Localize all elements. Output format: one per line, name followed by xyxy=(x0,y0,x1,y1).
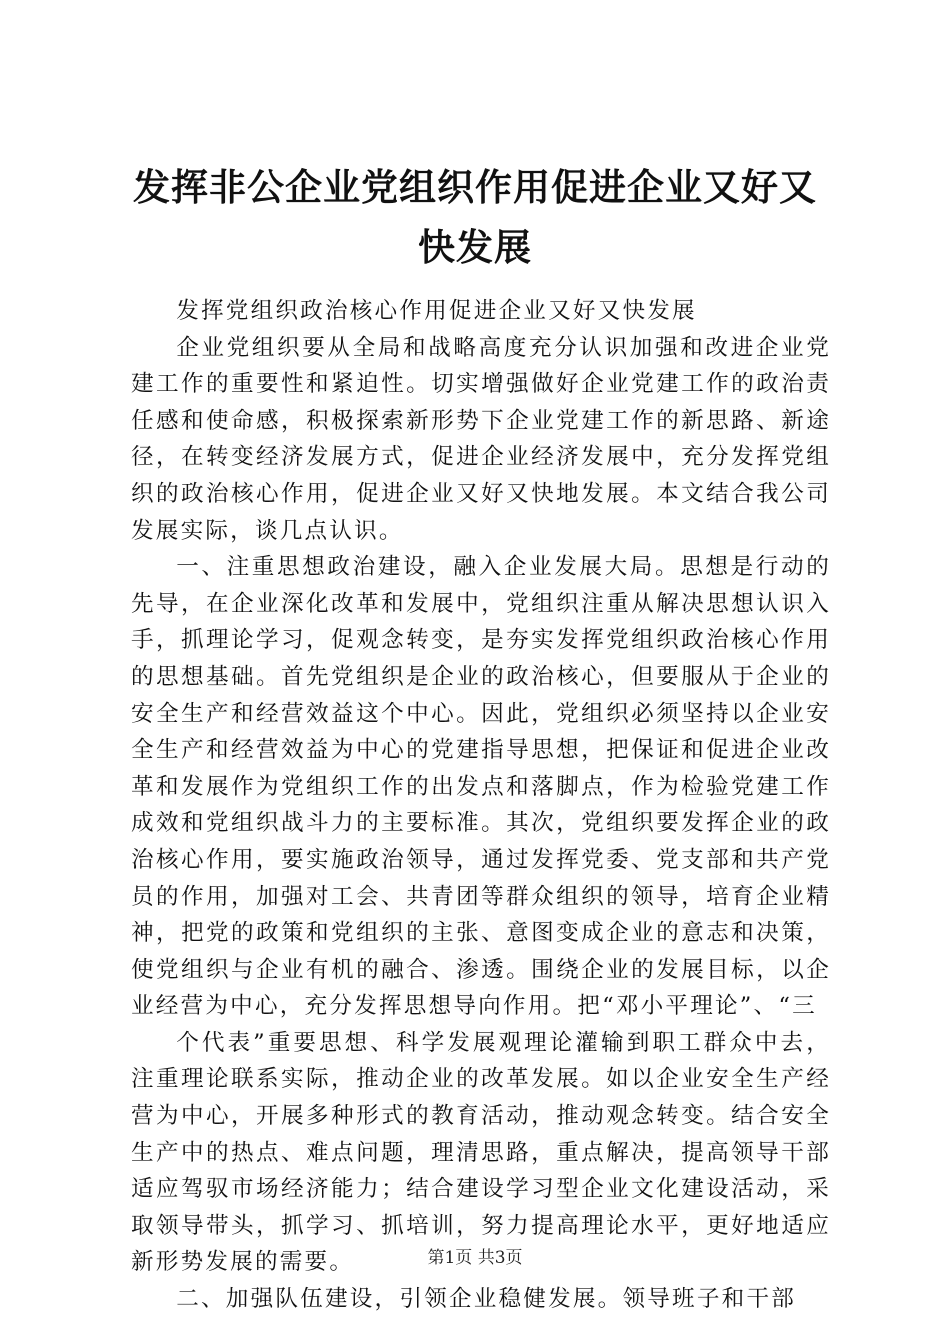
paragraph-section-2: 二、加强队伍建设，引领企业稳健发展。领导班子和干部 xyxy=(176,1286,797,1313)
paragraph-subtitle: 发挥党组织政治核心作用促进企业又好又快发展 xyxy=(176,298,697,324)
paragraph-section-1: 一、注重思想政治建设，融入企业发展大局。思想是行动的先导，在企业深化改革和发展中，党组织注重从解决思想认识入手，抓理论学习，促观念转变，是夯实发挥党组织政治核心作用的思想基础。首先党组织是企业的政治核心，但要服从于企业的安全生产和经营效益这个中心。因此，党组织必须坚持以企业安全生产和经营效益为中心的党建指导思想，把保证和促进企业改革和发展作为党组织工作的出发点和落脚点，作为检验党建工作成效和党组织战斗力的主要标准。其次，党组织要发挥企业的政治核心作用，要实施政治领导，通过发挥党委、党支部和共产党员的作用，加强对工会、共青团等群众组织的领导，培育企业精神，把党的政策和党组织的主张、意图变成企业的意志和决策，使党组织与企业有机的融合、渗透。围绕企业的发展目标，以企业经营为中心，充分发挥思想导向作用。把“邓小平理论”、“三 xyxy=(131,554,831,1020)
paragraph-intro: 企业党组织要从全局和战略高度充分认识加强和改进企业党建工作的重要性和紧迫性。切实增强做好企业党建工作的政治责任感和使命感，积极探索新形势下企业党建工作的新思路、新途径，在转变经济发展方式，促进企业经济发展中，充分发挥党组织的政治核心作用，促进企业又好又快地发展。本文结合我公司发展实际，谈几点认识。 xyxy=(131,334,831,544)
document-title: 发挥非公企业党组织作用促进企业又好又快发展 xyxy=(133,166,817,269)
page-footer: 第1页 共3页 xyxy=(427,1248,523,1268)
paragraph-section-1-cont: 个代表”重要思想、科学发展观理论灌输到职工群众中去，注重理论联系实际，推动企业的改革发展。如以企业安全生产经营为中心，开展多种形式的教育活动，推动观念转变。结合安全生产中的热点、难点问题，理清思路，重点解决，提高领导干部适应驾驭市场经济能力；结合建设学习型企业文化建设活动，采取领导带头，抓学习、抓培训，努力提高理论水平，更好地适应新形势发展的需要。 xyxy=(131,1029,831,1276)
document-body xyxy=(131,293,831,1318)
